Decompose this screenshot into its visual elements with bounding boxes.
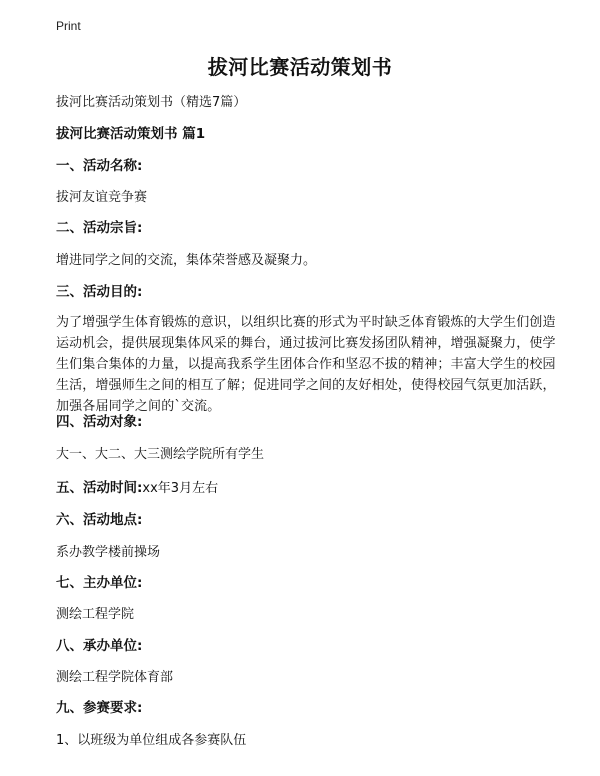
activity-goal-paragraph: 为了增强学生体育锻炼的意识，以组织比赛的形式为平时缺乏体育锻炼的大学生们创造运动机会，提供展现集体风采的舞台，通过拔河比赛发扬团队精神，增强凝聚力，使学生们集合集体的力量，以提高我系学生团体合作和坚忍不拔的精神；丰富大学生的校园生活，增强师生之间的相互了解；促进同学之间的友好相处，使得校园气氛更加活跃，加强各届同学之间的`交流。 bbox=[56, 315, 556, 414]
activity-purpose-text: 增进同学之间的交流，集体荣誉感及凝聚力。 bbox=[56, 253, 317, 268]
heading-undertaker: 八、承办单位: bbox=[56, 638, 143, 654]
heading-activity-purpose: 二、活动宗旨: bbox=[56, 220, 143, 236]
heading-requirements: 九、参赛要求: bbox=[56, 700, 143, 716]
document-subtitle: 拔河比赛活动策划书（精选7篇） bbox=[56, 95, 247, 110]
heading-activity-target: 四、活动对象: bbox=[56, 414, 143, 430]
print-link[interactable]: Print bbox=[56, 19, 81, 33]
organizer-text: 测绘工程学院 bbox=[56, 607, 135, 622]
section-title: 拔河比赛活动策划书 篇1 bbox=[56, 126, 206, 142]
heading-activity-name: 一、活动名称: bbox=[56, 158, 143, 174]
undertaker-text: 测绘工程学院体育部 bbox=[56, 670, 174, 685]
activity-target-text: 大一、大二、大三测绘学院所有学生 bbox=[56, 447, 265, 462]
activity-time-text: xx年3月左右 bbox=[142, 481, 219, 496]
heading-activity-location: 六、活动地点: bbox=[56, 512, 143, 528]
heading-organizer: 七、主办单位: bbox=[56, 575, 143, 591]
requirements-text: 1、以班级为单位组成各参赛队伍 bbox=[56, 733, 247, 748]
heading-activity-goal: 三、活动目的: bbox=[56, 284, 143, 300]
activity-time-line bbox=[56, 478, 556, 499]
activity-location-text: 系办教学楼前操场 bbox=[56, 545, 161, 560]
document-title: 拔河比赛活动策划书 bbox=[207, 55, 393, 79]
activity-name-text: 拔河友谊竞争赛 bbox=[56, 190, 148, 205]
heading-activity-time: 五、活动时间: bbox=[56, 480, 143, 496]
